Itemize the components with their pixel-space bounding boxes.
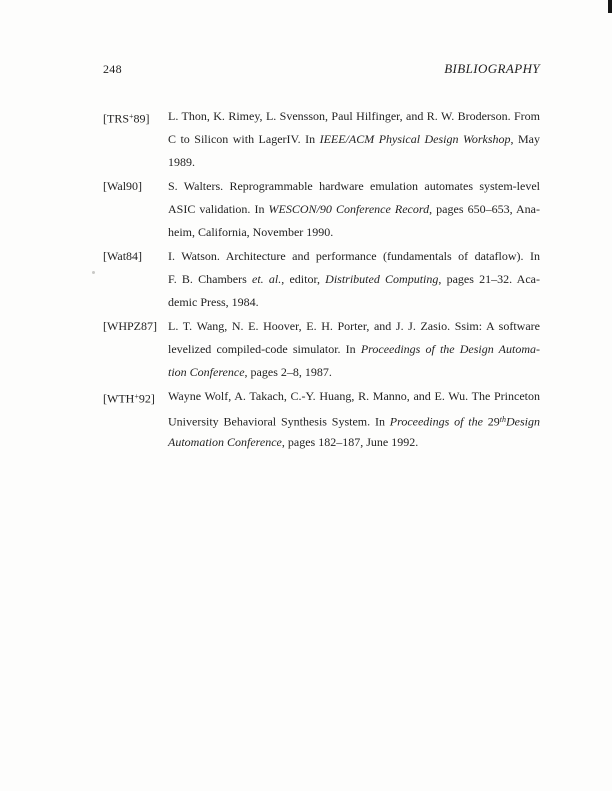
text: 29 bbox=[487, 414, 500, 429]
entry-line bbox=[168, 175, 540, 198]
italic-text: tion Conference bbox=[168, 365, 245, 379]
entry-line bbox=[168, 385, 540, 408]
text: levelized compiled-code simulator. In bbox=[168, 342, 361, 356]
text: 92] bbox=[138, 391, 155, 406]
text: 89] bbox=[133, 111, 150, 126]
text: F. B. Chambers bbox=[168, 272, 253, 286]
scan-speck bbox=[92, 271, 95, 274]
text: demic Press, 1984. bbox=[168, 295, 259, 309]
entry-text bbox=[168, 245, 540, 314]
entry-line bbox=[168, 105, 540, 128]
entry-citation-label bbox=[103, 245, 168, 314]
italic-text: Design bbox=[506, 414, 540, 429]
text: , pages 21–32. Aca- bbox=[438, 272, 540, 286]
italic-text: Proceedings of the bbox=[389, 414, 488, 429]
entry-citation-label bbox=[103, 315, 168, 384]
text: [Wal90] bbox=[103, 179, 143, 193]
text: University Behavioral Synthesis System. In bbox=[168, 414, 390, 429]
text: Wayne Wolf, A. Takach, C.-Y. Huang, R. Manno, and E. Wu. The Princeton bbox=[168, 389, 540, 403]
text: , May bbox=[510, 132, 541, 146]
text: [WHPZ87] bbox=[103, 319, 157, 333]
text: L. T. Wang, N. E. Hoover, E. H. Porter, and J. J. Zasio. Ssim: A software bbox=[168, 319, 540, 333]
entry-text bbox=[168, 315, 540, 384]
bibliography-entry bbox=[103, 385, 540, 454]
text: ASIC validation. In bbox=[168, 202, 269, 216]
bibliography-entry bbox=[103, 245, 540, 314]
italic-text: Distributed Computing bbox=[325, 272, 439, 286]
entry-line bbox=[168, 198, 540, 221]
entry-citation-label bbox=[103, 105, 168, 174]
running-title: BIBLIOGRAPHY bbox=[444, 61, 540, 76]
text: C to Silicon with LagerIV. In bbox=[168, 132, 320, 146]
text: [WTH bbox=[103, 391, 135, 406]
text: I. Watson. Architecture and performance (fundamentals of dataflow). In bbox=[168, 249, 540, 263]
text: 1989. bbox=[168, 155, 195, 169]
text: [Wat84] bbox=[103, 249, 143, 263]
entry-line bbox=[168, 151, 540, 174]
text: , pages 2–8, 1987. bbox=[244, 365, 332, 379]
entry-line bbox=[168, 245, 540, 268]
italic-text: IEEE/ACM Physical Design Workshop bbox=[319, 132, 511, 146]
scan-artifact-corner bbox=[608, 0, 612, 13]
bibliography-entry bbox=[103, 105, 540, 174]
entry-text bbox=[168, 105, 540, 174]
entry-line bbox=[168, 128, 540, 151]
text: L. Thon, K. Rimey, L. Svensson, Paul Hilfinger, and R. W. Broderson. From bbox=[168, 109, 540, 123]
entry-text bbox=[168, 385, 540, 454]
italic-text: Automation Conference bbox=[168, 435, 282, 449]
superscript-text: th bbox=[499, 415, 506, 424]
bibliography-entry bbox=[103, 315, 540, 384]
entry-citation-label bbox=[103, 175, 168, 244]
entry-line bbox=[168, 408, 540, 431]
italic-text: et. al. bbox=[252, 272, 282, 286]
entry-line bbox=[168, 431, 540, 454]
entry-line bbox=[168, 338, 540, 361]
text: , pages 650–653, Ana- bbox=[429, 202, 540, 216]
text: , editor, bbox=[281, 272, 326, 286]
superscript-text: + bbox=[129, 112, 134, 121]
entry-line bbox=[168, 361, 540, 384]
italic-text: WESCON/90 Conference Record bbox=[268, 202, 430, 216]
entry-citation-label bbox=[103, 385, 168, 454]
superscript-text: + bbox=[134, 392, 139, 401]
bibliography-entry bbox=[103, 175, 540, 244]
entry-line bbox=[168, 221, 540, 244]
page-number: 248 bbox=[103, 62, 122, 76]
entry-line bbox=[168, 291, 540, 314]
running-head bbox=[103, 62, 540, 76]
entry-line bbox=[168, 268, 540, 291]
text: , pages 182–187, June 1992. bbox=[281, 435, 419, 449]
entry-text bbox=[168, 175, 540, 244]
entry-line bbox=[168, 315, 540, 338]
text: [TRS bbox=[103, 111, 130, 126]
text: S. Walters. Reprogrammable hardware emulation automates system-level bbox=[168, 179, 540, 193]
italic-text: Proceedings of the Design Automa- bbox=[360, 342, 540, 356]
text: heim, California, November 1990. bbox=[168, 225, 334, 239]
bibliography-entries bbox=[103, 105, 540, 454]
